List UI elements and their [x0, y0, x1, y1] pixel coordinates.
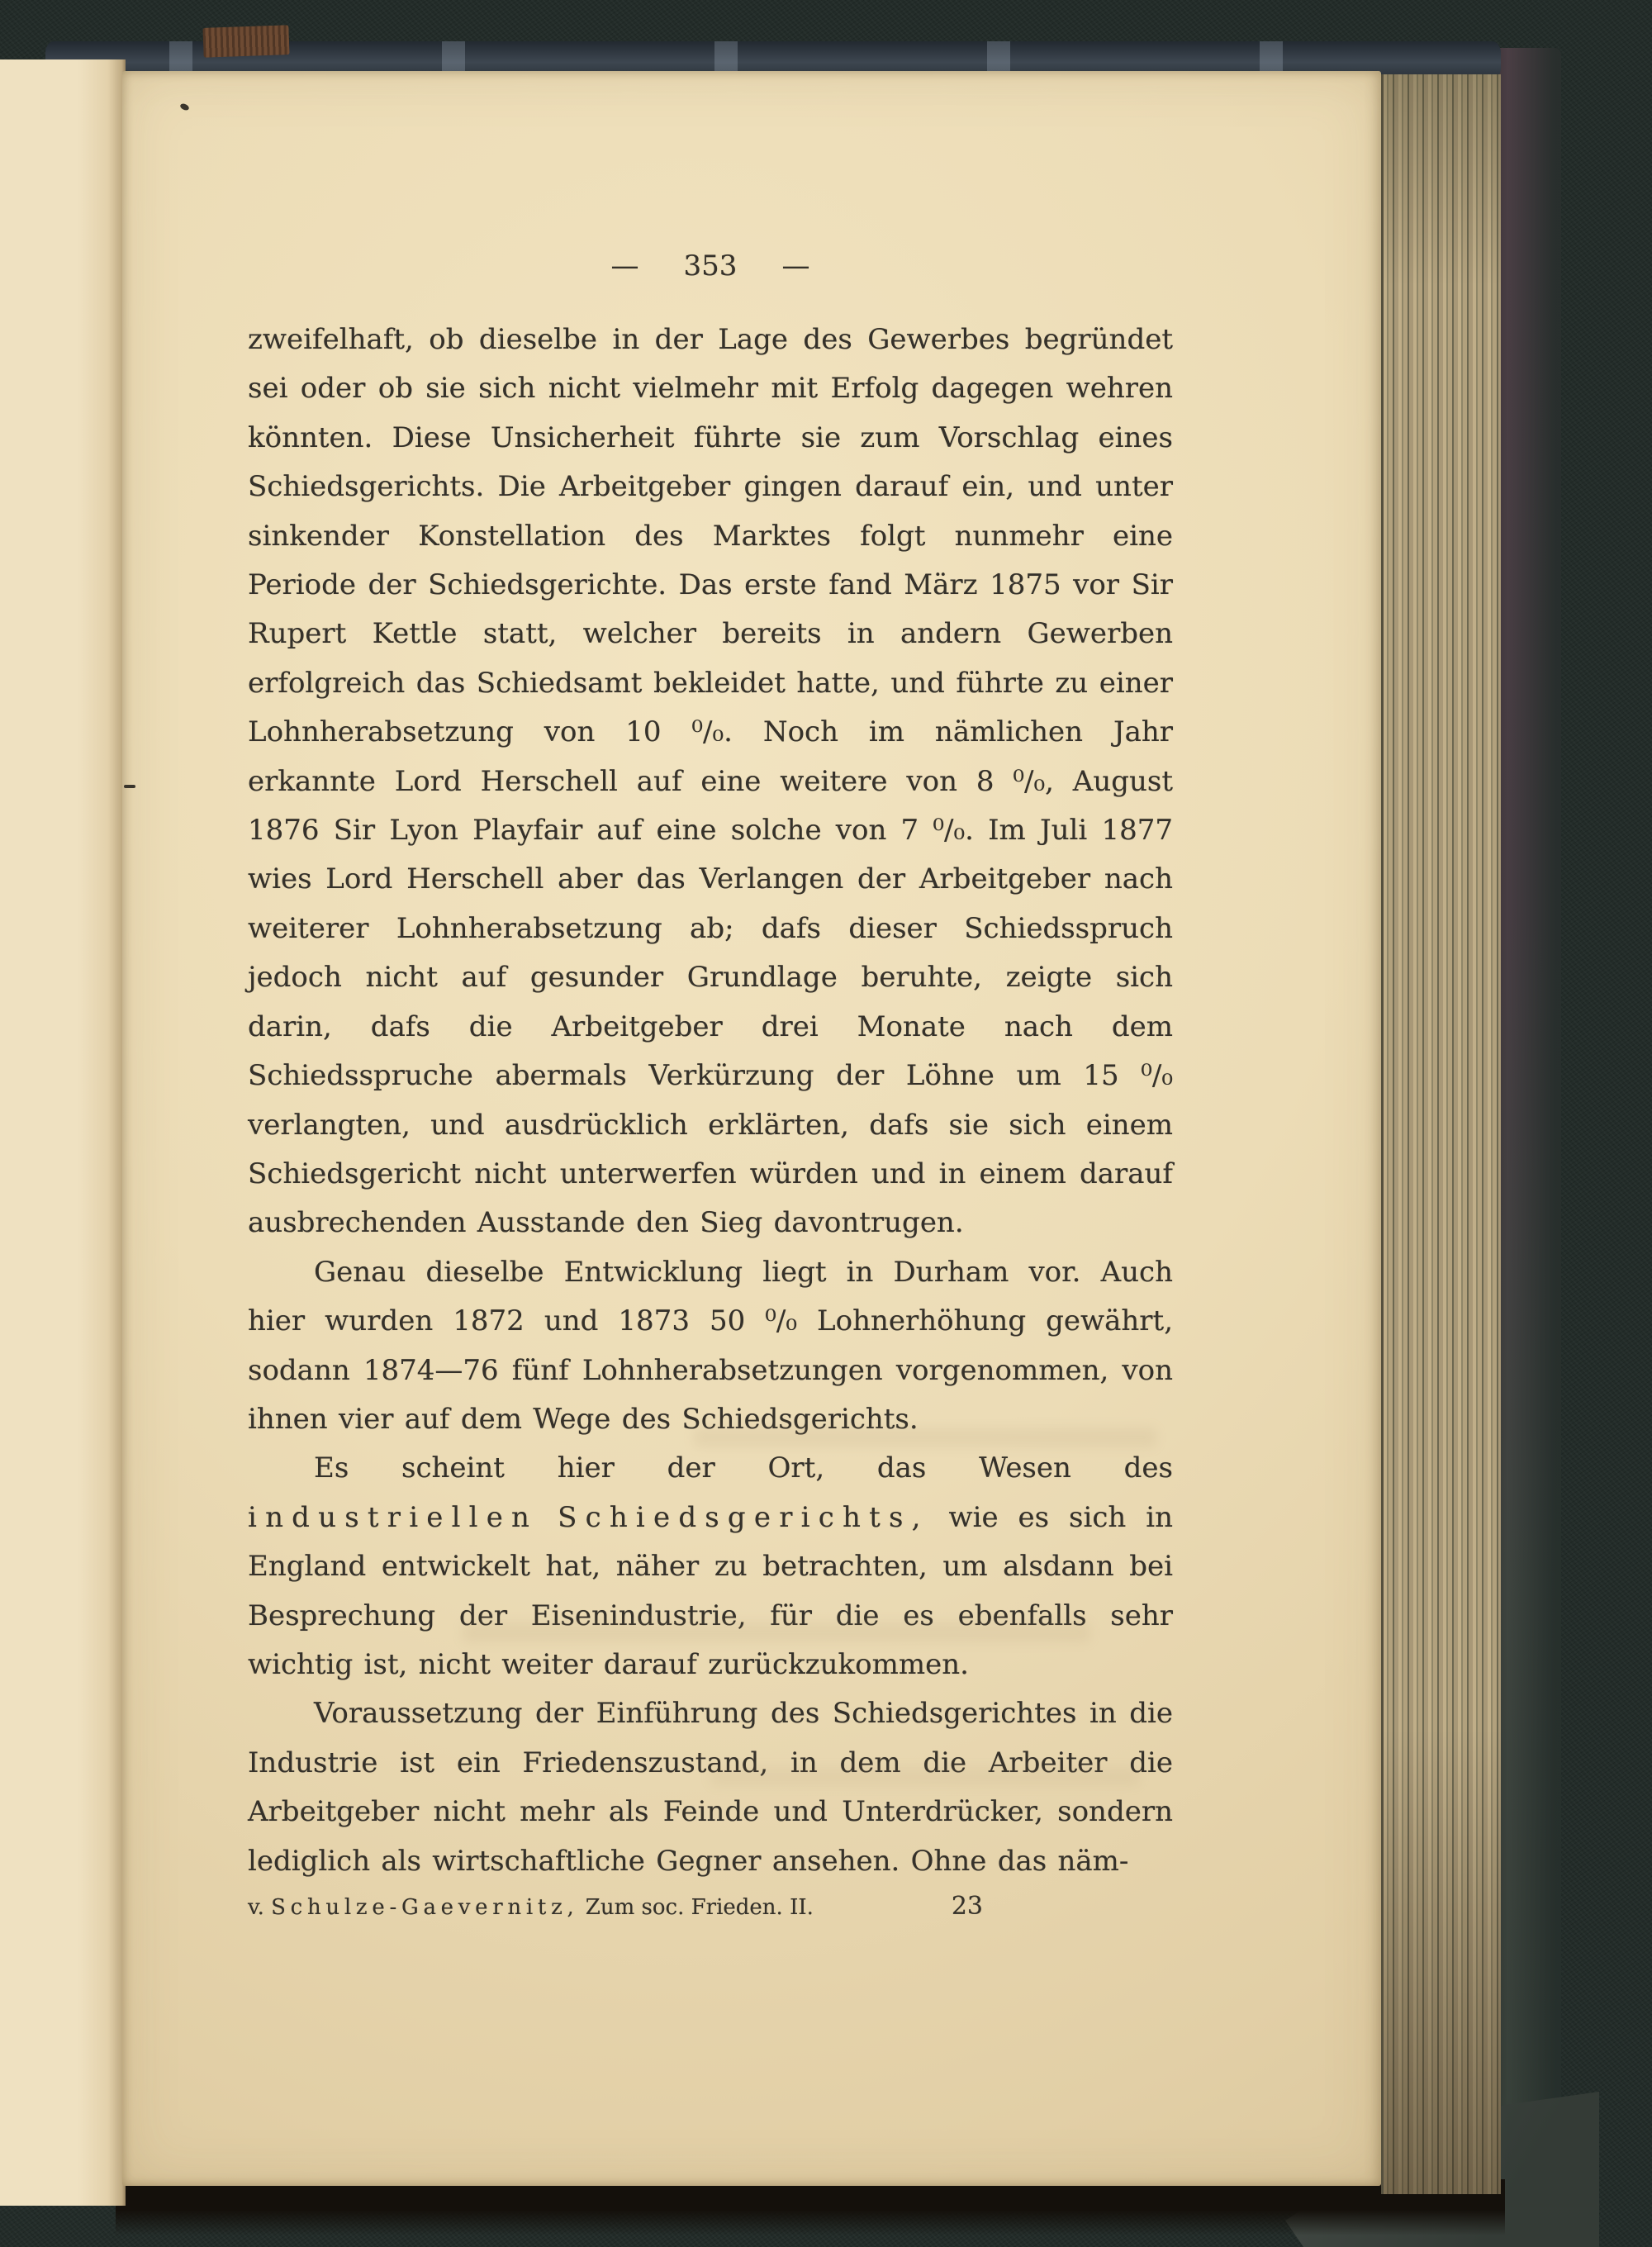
- paragraph: zweifelhaft, ob dieselbe in der Lage des Gewerbes begründet sei oder ob sie sich nicht vielmehr mit Erfolg dagegen wehren könnten. Diese Unsicherheit führte sie zum Vorschlag eines Schiedsgerichts. Die Arbeitgeber gingen darauf ein, und unter sinkender Konstellation des Marktes folgt nunmehr eine Periode der Schiedsgerichte. Das erste fand März 1875 vor Sir Rupert Kettle statt, welcher bereits in andern Gewerben erfolgreich das Schiedsamt bekleidet hatte, und führte zu einer Lohnherabsetzung von 10 ⁰/₀. Noch im nämlichen Jahr erkannte Lord Herschell auf eine weitere von 8 ⁰/₀, August 1876 Sir Lyon Playfair auf eine solche von 7 ⁰/₀. Im Juli 1877 wies Lord Herschell aber das Verlangen der Arbeitgeber nach weiterer Lohnherabsetzung ab; dafs dieser Schiedsspruch jedoch nicht auf gesunder Grundlage beruhte, zeigte sich darin, dafs die Arbeitgeber drei Monate nach dem Schiedsspruche abermals Verkürzung der Löhne um 15 ⁰/₀ verlangten, und ausdrücklich erklärten, dafs sie sich einem Schiedsgericht nicht unterwerfen würden und in einem darauf ausbrechenden Ausstande den Sieg davontrugen.: [248, 323, 1173, 1240]
- signature-line: v. Schulze-Gaevernitz, Zum soc. Frieden. II.: [248, 1895, 814, 1920]
- page-bottom-shadow: [116, 2179, 1505, 2235]
- ink-speck: [179, 102, 190, 112]
- bleed-through-ghost: [694, 1428, 1156, 1447]
- paragraph: Genau dieselbe Entwicklung liegt in Durham vor. Auch hier wurden 1872 und 1873 50 ⁰/₀ Lohnerhöhung gewährt, sodann 1874—76 fünf Lohnherabsetzungen vorgenommen, von ihnen vier auf dem Wege des Schiedsgerichts.: [248, 1255, 1173, 1436]
- page-number: 353: [683, 249, 738, 283]
- header-dash-right: —: [781, 249, 810, 283]
- paragraph: Voraussetzung der Einführung des Schiedsgerichtes in die Industrie ist ein Friedenszustand, in dem die Arbeiter die Arbeitgeber nicht mehr als Feinde und Unterdrücker, sondern lediglich als wirtschaftliche Gegner ansehen. Ohne das näm-: [248, 1697, 1173, 1878]
- fore-edge-page-stack: [1381, 74, 1501, 2194]
- paragraph: Es scheint hier der Ort, das Wesen des industriellen Schiedsgerichts, wie es sich in England entwickelt hat, näher zu betrachten, um alsdann bei Besprechung der Eisenindustrie, für die es ebenfalls sehr wichtig ist, nicht weiter darauf zurückzukommen.: [248, 1451, 1173, 1681]
- previous-page-sliver: [0, 59, 126, 2206]
- bookmark-ribbon: [202, 25, 289, 58]
- ink-speck: [124, 785, 135, 788]
- bleed-through-ghost: [463, 1622, 1090, 1642]
- scanned-page: [122, 71, 1381, 2186]
- sheet-number: 23: [951, 1892, 983, 1921]
- bleed-through-ghost: [710, 1768, 1140, 1786]
- header-dash-left: —: [610, 249, 639, 283]
- page-footer: [248, 1892, 1173, 1921]
- page-header: [248, 249, 1173, 283]
- body-text-block: [248, 316, 1173, 1886]
